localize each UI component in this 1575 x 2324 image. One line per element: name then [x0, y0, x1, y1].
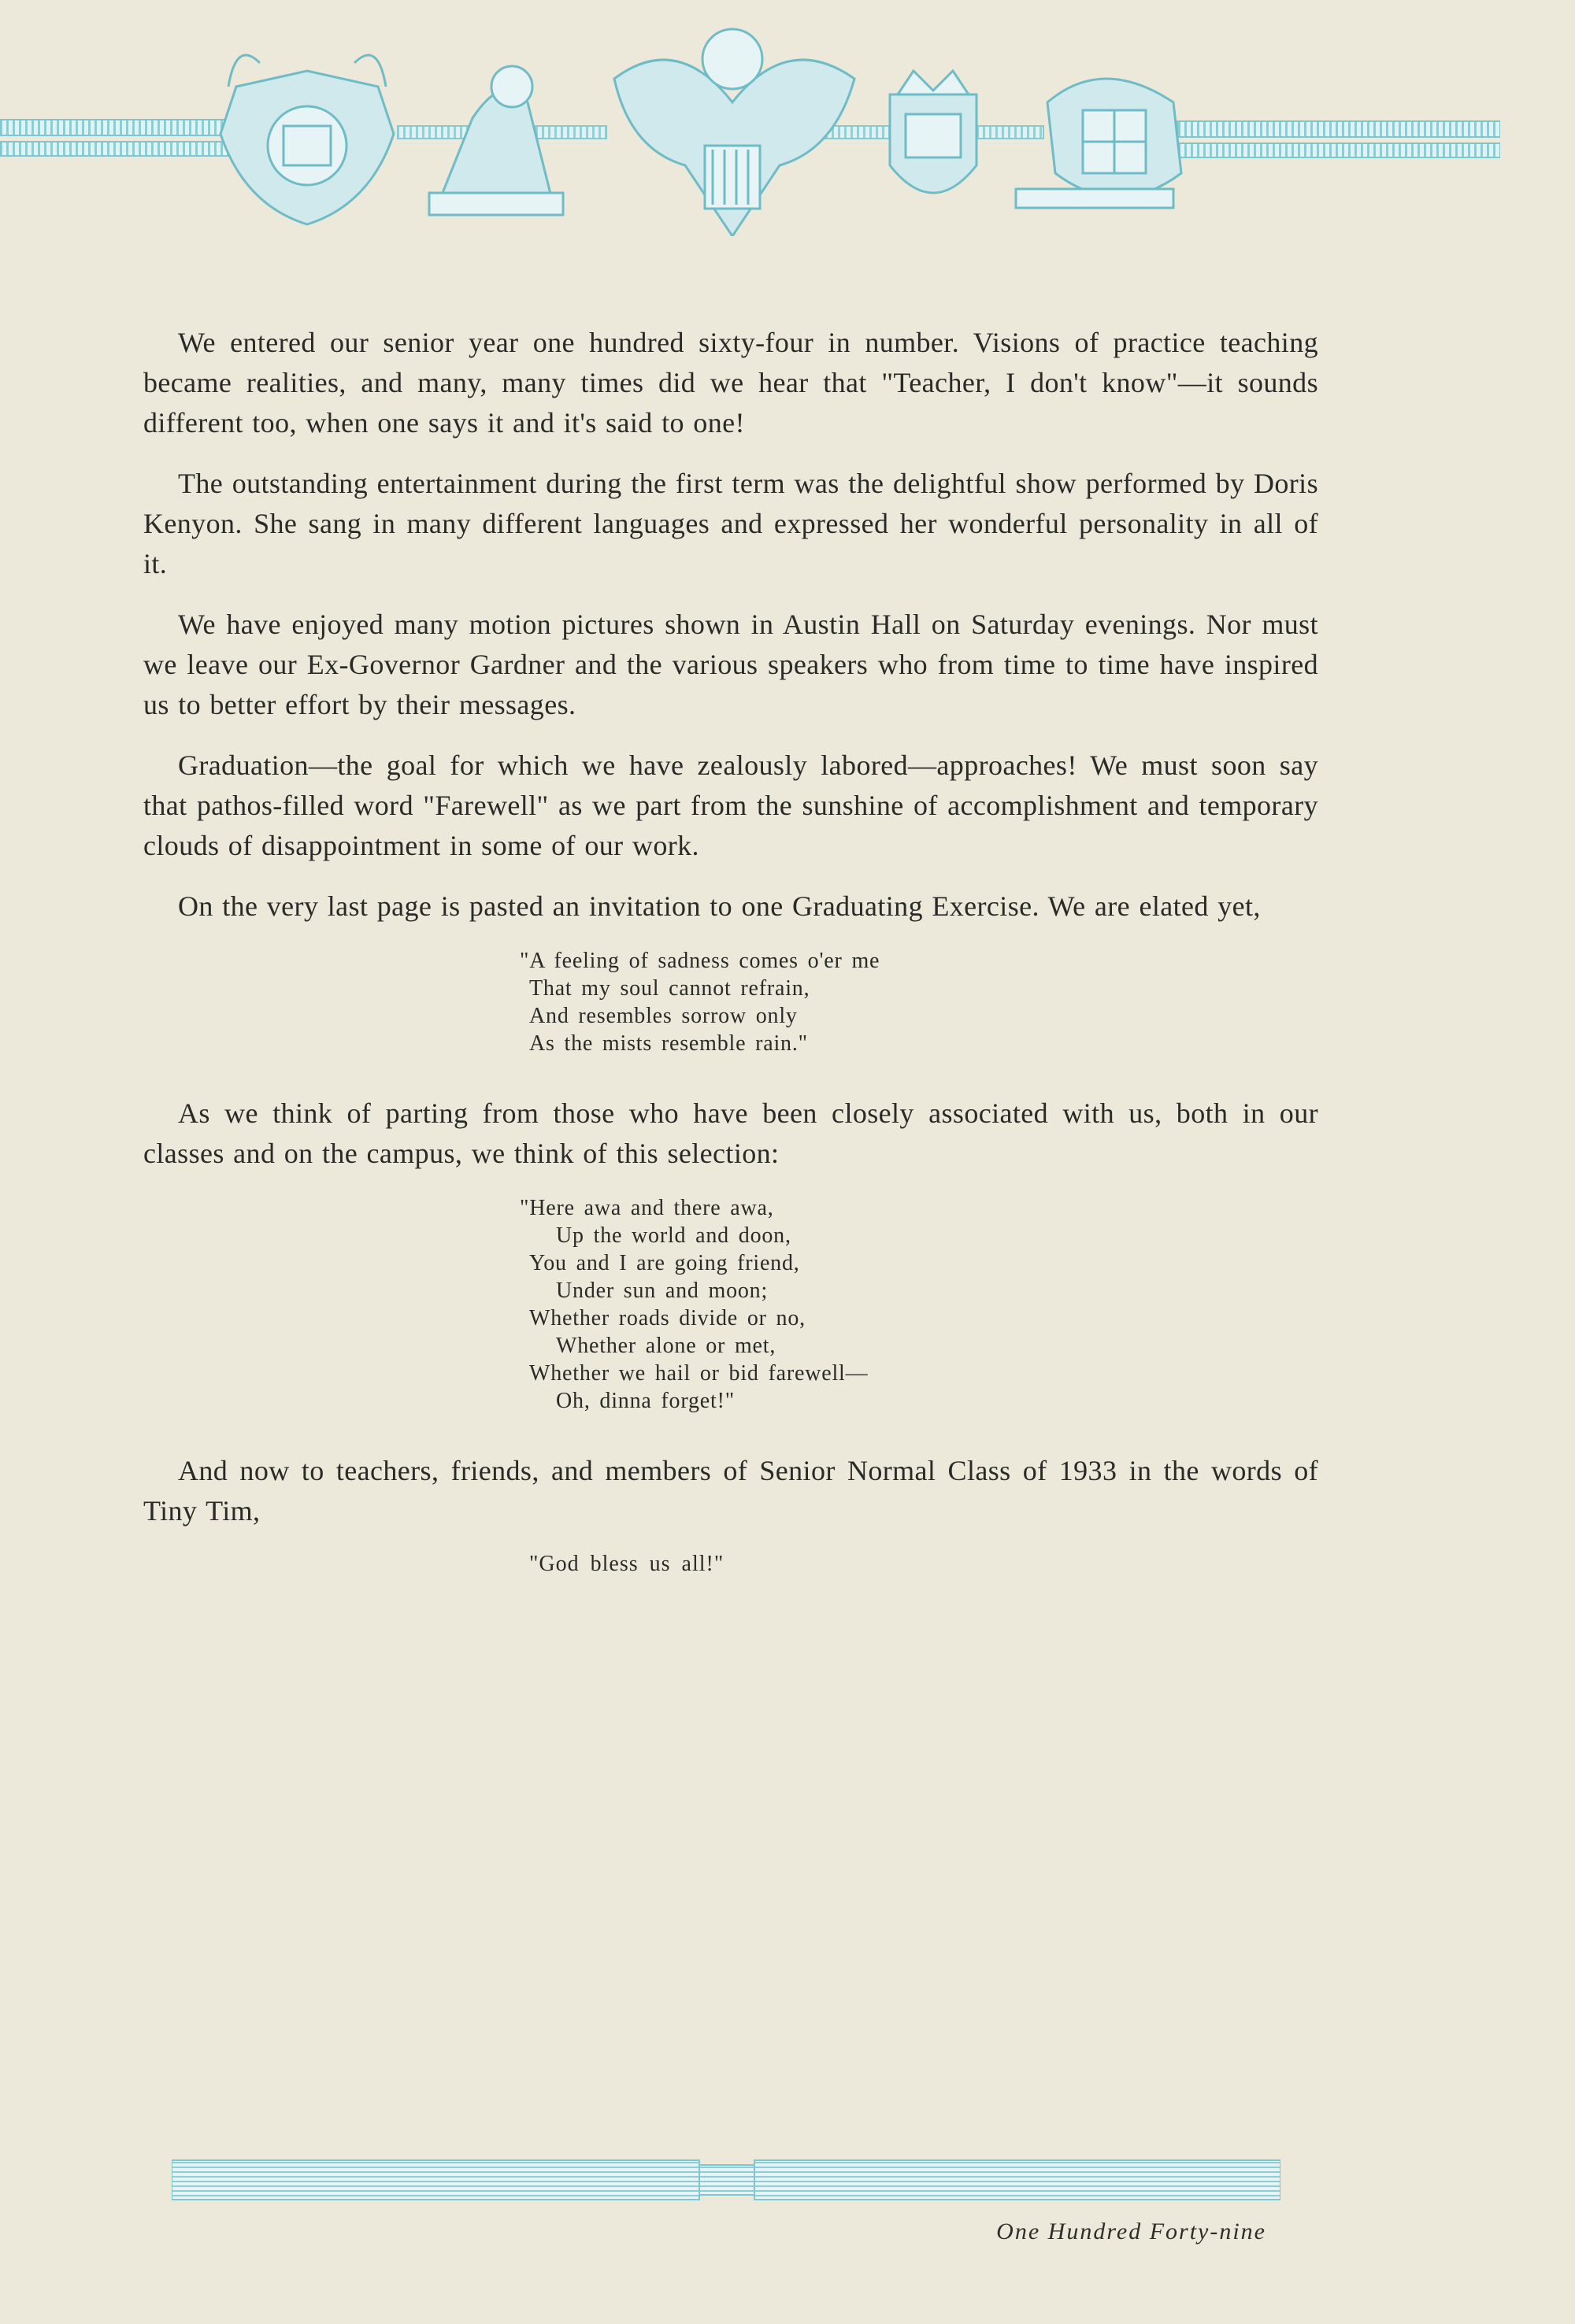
- footer-rule-ornament: [172, 2157, 1280, 2204]
- main-text: [143, 323, 1318, 1577]
- poem-line: Whether we hail or bid farewell—: [529, 1361, 869, 1386]
- poem-line: You and I are going friend,: [529, 1251, 800, 1275]
- poem-line: And resembles sorrow only: [529, 1004, 798, 1028]
- paragraph-senior-year: We entered our senior year one hundred sixty-four in number. Visions of practice teaching became realities, and many, many times did we hear that "Teacher, I don't know"—it sounds different too, when one says it and it's said to one!: [143, 327, 1318, 439]
- poem-line: Whether roads divide or no,: [529, 1306, 806, 1330]
- paragraph-motion-pictures: We have enjoyed many motion pictures shown in Austin Hall on Saturday evenings. Nor must we leave our Ex-Governor Gardner and the various speakers who from time to time have inspired us to better effort by their messages.: [143, 609, 1318, 720]
- poem-line: Up the world and doon,: [556, 1223, 791, 1248]
- crest-shield-left: [220, 55, 394, 224]
- page-number: One Hundred Forty-nine: [996, 2219, 1266, 2244]
- crest-figure: [429, 66, 563, 215]
- paragraph-entertainment: The outstanding entertainment during the first term was the delightful show performed by Doris Kenyon. She sang in many different languages and expressed her wonderful personality in all of it.: [143, 468, 1318, 579]
- paragraph-parting: As we think of parting from those who have been closely associated with us, both in our classes and on the campus, we think of this selection:: [143, 1097, 1318, 1169]
- poem-line: That my soul cannot refrain,: [529, 976, 810, 1001]
- closing-quote: "God bless us all!": [529, 1552, 724, 1576]
- poem-line: "A feeling of sadness comes o'er me: [520, 949, 880, 973]
- crest-arms-right: [1016, 79, 1181, 208]
- crest-crowned-shield: [890, 71, 976, 193]
- left-rule-bars: [0, 120, 244, 156]
- heraldic-header-ornament: [0, 16, 1500, 236]
- poem-line: As the mists resemble rain.": [529, 1031, 808, 1056]
- paragraph-tiny-tim: And now to teachers, friends, and members of Senior Normal Class of 1933 in the words of Tiny Tim,: [143, 1455, 1318, 1527]
- right-rule-bars: [1177, 121, 1500, 157]
- poem-line: Under sun and moon;: [556, 1279, 769, 1303]
- paragraph-graduation: Graduation—the goal for which we have zealously labored—approaches! We must soon say that pathos-filled word "Farewell" as we part from the sunshine of accomplishment and temporary clouds of disappointment in some of our work.: [143, 749, 1318, 861]
- poem-sadness: [143, 947, 1318, 1057]
- crest-eagle-center: [614, 29, 854, 236]
- poem-line: Whether alone or met,: [556, 1334, 776, 1358]
- poem-dinna-forget: [143, 1194, 1318, 1415]
- poem-line: Oh, dinna forget!": [556, 1389, 735, 1413]
- paragraph-last-page: On the very last page is pasted an invitation to one Graduating Exercise. We are elated yet,: [178, 890, 1261, 922]
- poem-line: "Here awa and there awa,: [520, 1196, 774, 1220]
